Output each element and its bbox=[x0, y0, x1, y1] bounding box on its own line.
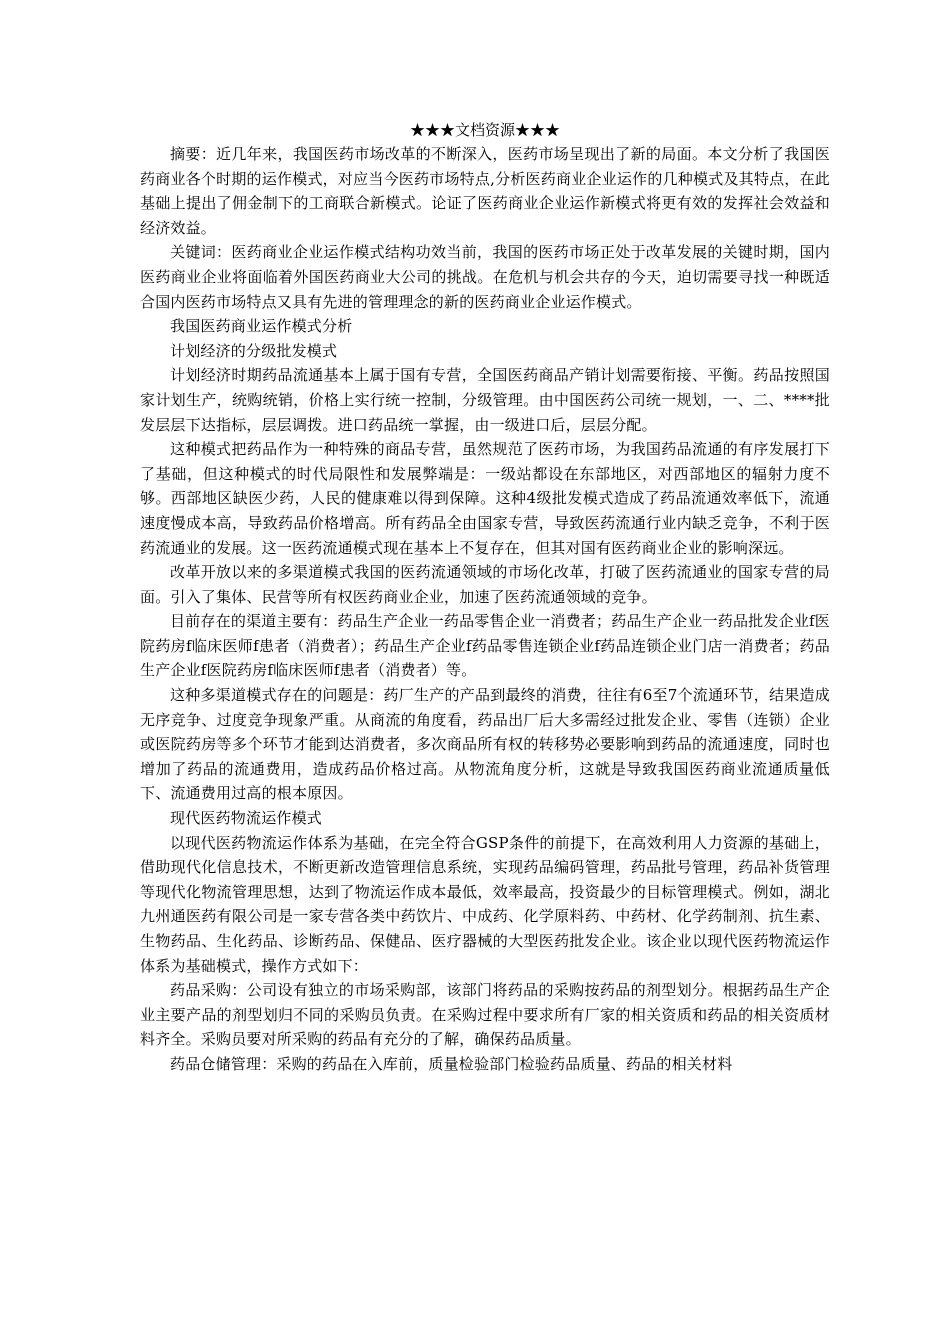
body-paragraph: 药品仓储管理：采购的药品在入库前，质量检验部门检验药品质量、药品的相关材料 bbox=[170, 1054, 733, 1073]
document-page bbox=[140, 118, 830, 1077]
body-paragraph: 药品采购：公司设有独立的市场采购部，该部门将药品的采购按药品的剂型划分。根据药品生产企业主要产品的剂型划归不同的采购员负责。在采购过程中要求所有厂家的相关资质和药品的相关资质材料齐全。采购员要对所采购的药品有充分的了解，确保药品质量。 bbox=[140, 981, 830, 1049]
document-header: ★★★文档资源★★★ bbox=[409, 121, 560, 139]
subsection-heading: 现代医药物流运作模式 bbox=[170, 809, 323, 828]
body-paragraph: 改革开放以来的多渠道模式我国的医药流通领域的市场化改革，打破了医药流通业的国家专营的局面。引入了集体、民营等所有权医药商业企业，加速了医药流通领域的竞争。 bbox=[140, 563, 830, 606]
body-paragraph: 计划经济时期药品流通基本上属于国有专营，全国医药商品产销计划需要衔接、平衡。药品按照国家计划生产，统购统销，价格上实行统一控制，分级管理。由中国医药公司统一规划，一、二、****批发层层下达指标，层层调拨。进口药品统一掌握，由一级进口后，层层分配。 bbox=[140, 366, 830, 434]
subsection-heading: 计划经济的分级批发模式 bbox=[170, 341, 338, 360]
body-paragraph: 以现代医药物流运作体系为基础，在完全符合GSP条件的前提下，在高效利用人力资源的基础上，借助现代化信息技术，不断更新改造管理信息系统，实现药品编码管理，药品批号管理，药品补货管理等现代化物流管理思想，达到了物流运作成本最低，效率最高，投资最少的目标管理模式。例如，湖北九州通医药有限公司是一家专营各类中药饮片、中成药、化学原料药、中药材、化学药制剂、抗生素、生物药品、生化药品、诊断药品、保健品、医疗器械的大型医药批发企业。该企业以现代医药物流运作体系为基础模式，操作方式如下： bbox=[140, 833, 830, 975]
body-paragraph: 这种多渠道模式存在的问题是：药厂生产的产品到最终的消费，往往有6至7个流通环节，结果造成无序竞争、过度竞争现象严重。从商流的角度看，药品出厂后大多需经过批发企业、零售（连锁）企业或医院药房等多个环节才能到达消费者，多次商品所有权的转移势必要影响到药品的流通速度，同时也增加了药品的流通费用，造成药品价格过高。从物流角度分析，这就是导致我国医药商业流通质量低下、流通费用过高的根本原因。 bbox=[140, 686, 830, 803]
body-paragraph: 这种模式把药品作为一种特殊的商品专营，虽然规范了医药市场，为我国药品流通的有序发展打下了基础，但这种模式的时代局限性和发展弊端是：一级站都设在东部地区，对西部地区的辐射力度不够。西部地区缺医少药，人民的健康难以得到保障。这种4级批发模式造成了药品流通效率低下，流通速度慢成本高，导致药品价格增高。所有药品全由国家专营，导致医药流通行业内缺乏竞争，不利于医药流通业的发展。这一医药流通模式现在基本上不复存在，但其对国有医药商业企业的影响深远。 bbox=[140, 440, 830, 557]
section-heading: 我国医药商业运作模式分析 bbox=[170, 317, 353, 336]
body-paragraph: 目前存在的渠道主要有：药品生产企业一药品零售企业一消费者；药品生产企业一药品批发企业f医院药房f临床医师f患者（消费者）；药品生产企业f药品零售连锁企业f药品连锁企业门店一消费者；药品生产企业f医院药房f临床医师f患者（消费者）等。 bbox=[140, 612, 830, 680]
keywords-paragraph: 关键词：医药商业企业运作模式结构功效当前，我国的医药市场正处于改革发展的关键时期，国内医药商业企业将面临着外国医药商业大公司的挑战。在危机与机会共存的今天，迫切需要寻找一种既适合国内医药市场特点又具有先进的管理理念的新的医药商业企业运作模式。 bbox=[140, 243, 830, 311]
abstract-paragraph: 摘要：近几年来，我国医药市场改革的不断深入，医药市场呈现出了新的局面。本文分析了我国医药商业各个时期的运作模式，对应当今医药市场特点,分析医药商业企业运作的几种模式及其特点，在此基础上提出了佣金制下的工商联合新模式。论证了医药商业企业运作新模式将更有效的发挥社会效益和经济效益。 bbox=[140, 145, 830, 237]
